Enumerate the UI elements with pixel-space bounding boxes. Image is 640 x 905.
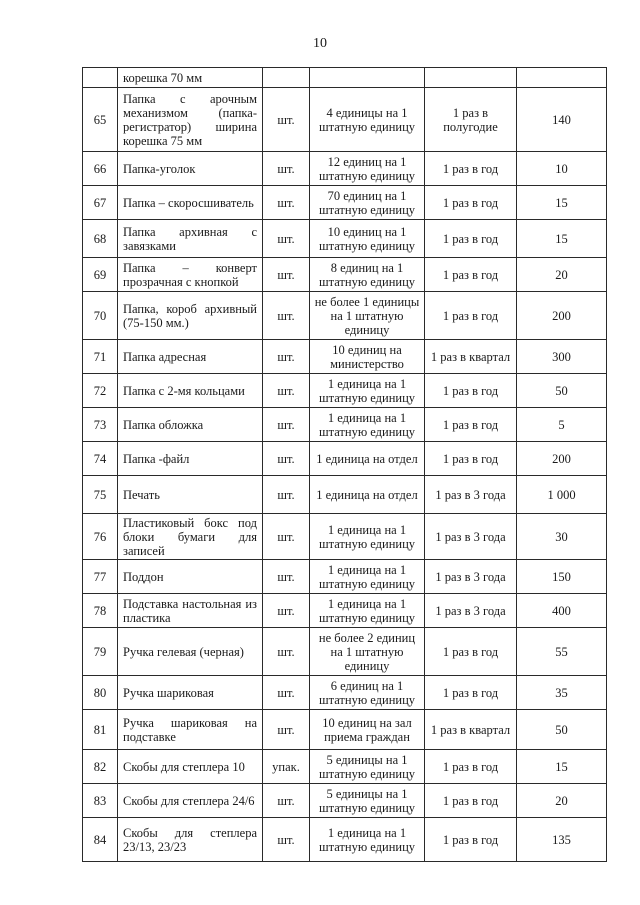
table-row <box>83 292 607 340</box>
unit-cell: шт. <box>263 88 310 152</box>
table-row <box>83 560 607 594</box>
norm-cell: 1 единица на 1 штатную единицу <box>310 594 425 628</box>
unit-cell: упак. <box>263 750 310 784</box>
item-name-cell: Скобы для степлера 23/13, 23/23 <box>118 818 263 862</box>
item-name-cell: Ручка шариковая на подставке <box>118 710 263 750</box>
row-number-cell: 72 <box>83 374 118 408</box>
frequency-cell: 1 раз в квартал <box>425 710 517 750</box>
item-name-cell: Папка-уголок <box>118 152 263 186</box>
frequency-cell: 1 раз в год <box>425 186 517 220</box>
norm-cell: 5 единицы на 1 штатную единицу <box>310 750 425 784</box>
unit-cell: шт. <box>263 292 310 340</box>
price-cell: 15 <box>517 750 607 784</box>
unit-cell: шт. <box>263 628 310 676</box>
price-cell <box>517 68 607 88</box>
frequency-cell: 1 раз в 3 года <box>425 514 517 560</box>
frequency-cell: 1 раз в квартал <box>425 340 517 374</box>
price-cell: 20 <box>517 784 607 818</box>
table-row <box>83 750 607 784</box>
table-row <box>83 152 607 186</box>
frequency-cell: 1 раз в год <box>425 784 517 818</box>
table-row <box>83 374 607 408</box>
row-number-cell: 80 <box>83 676 118 710</box>
item-name-cell: Папка обложка <box>118 408 263 442</box>
row-number-cell: 82 <box>83 750 118 784</box>
frequency-cell: 1 раз в 3 года <box>425 594 517 628</box>
item-name-cell: Ручка шариковая <box>118 676 263 710</box>
norm-cell: 10 единиц на министерство <box>310 340 425 374</box>
norm-cell: 1 единица на 1 штатную единицу <box>310 818 425 862</box>
item-name-cell: Пластиковый бокс под блоки бумаги для записей <box>118 514 263 560</box>
frequency-cell: 1 раз в год <box>425 220 517 258</box>
norm-cell <box>310 68 425 88</box>
table-body <box>83 68 607 862</box>
table-row <box>83 594 607 628</box>
unit-cell: шт. <box>263 784 310 818</box>
price-cell: 140 <box>517 88 607 152</box>
price-cell: 30 <box>517 514 607 560</box>
unit-cell: шт. <box>263 408 310 442</box>
norm-cell: 1 единица на отдел <box>310 476 425 514</box>
row-number-cell: 84 <box>83 818 118 862</box>
item-name-cell: Печать <box>118 476 263 514</box>
unit-cell: шт. <box>263 340 310 374</box>
unit-cell: шт. <box>263 676 310 710</box>
item-name-cell: Папка адресная <box>118 340 263 374</box>
price-cell: 1 000 <box>517 476 607 514</box>
frequency-cell <box>425 68 517 88</box>
table-row <box>83 88 607 152</box>
price-cell: 55 <box>517 628 607 676</box>
norm-cell: 10 единиц на 1 штатную единицу <box>310 220 425 258</box>
row-number-cell: 83 <box>83 784 118 818</box>
row-number-cell: 74 <box>83 442 118 476</box>
unit-cell: шт. <box>263 710 310 750</box>
frequency-cell: 1 раз в год <box>425 408 517 442</box>
frequency-cell: 1 раз в полугодие <box>425 88 517 152</box>
norm-cell: не более 1 единицы на 1 штатную единицу <box>310 292 425 340</box>
norm-cell: 70 единиц на 1 штатную единицу <box>310 186 425 220</box>
norm-cell: 4 единицы на 1 штатную единицу <box>310 88 425 152</box>
price-cell: 400 <box>517 594 607 628</box>
row-number-cell: 76 <box>83 514 118 560</box>
row-number-cell: 66 <box>83 152 118 186</box>
unit-cell: шт. <box>263 594 310 628</box>
table-row <box>83 784 607 818</box>
price-cell: 300 <box>517 340 607 374</box>
frequency-cell: 1 раз в год <box>425 258 517 292</box>
norm-cell: не более 2 единиц на 1 штатную единицу <box>310 628 425 676</box>
frequency-cell: 1 раз в 3 года <box>425 476 517 514</box>
frequency-cell: 1 раз в год <box>425 628 517 676</box>
unit-cell: шт. <box>263 514 310 560</box>
page-number: 10 <box>313 36 327 51</box>
row-number-cell: 77 <box>83 560 118 594</box>
unit-cell: шт. <box>263 442 310 476</box>
row-number-cell: 75 <box>83 476 118 514</box>
table-row <box>83 710 607 750</box>
item-name-cell: Папка архивная с завязками <box>118 220 263 258</box>
unit-cell: шт. <box>263 818 310 862</box>
norm-cell: 8 единиц на 1 штатную единицу <box>310 258 425 292</box>
price-cell: 50 <box>517 374 607 408</box>
price-cell: 15 <box>517 220 607 258</box>
table-row <box>83 68 607 88</box>
frequency-cell: 1 раз в год <box>425 152 517 186</box>
frequency-cell: 1 раз в год <box>425 676 517 710</box>
table-row <box>83 186 607 220</box>
item-name-cell: Папка с арочным механизмом (папка-регистратор) ширина корешка 75 мм <box>118 88 263 152</box>
item-name-cell: Поддон <box>118 560 263 594</box>
frequency-cell: 1 раз в год <box>425 442 517 476</box>
price-cell: 50 <box>517 710 607 750</box>
unit-cell: шт. <box>263 258 310 292</box>
item-name-cell: Папка с 2-мя кольцами <box>118 374 263 408</box>
table-row <box>83 340 607 374</box>
row-number-cell: 71 <box>83 340 118 374</box>
norm-cell: 1 единица на 1 штатную единицу <box>310 408 425 442</box>
price-cell: 200 <box>517 292 607 340</box>
item-name-cell: Подставка настольная из пластика <box>118 594 263 628</box>
norm-cell: 5 единицы на 1 штатную единицу <box>310 784 425 818</box>
norm-cell: 10 единиц на зал приема граждан <box>310 710 425 750</box>
norm-cell: 1 единица на 1 штатную единицу <box>310 514 425 560</box>
frequency-cell: 1 раз в год <box>425 750 517 784</box>
unit-cell: шт. <box>263 186 310 220</box>
item-name-cell: Папка, короб архивный (75-150 мм.) <box>118 292 263 340</box>
table-row <box>83 676 607 710</box>
table-row <box>83 408 607 442</box>
unit-cell <box>263 68 310 88</box>
unit-cell: шт. <box>263 560 310 594</box>
item-name-cell: Папка -файл <box>118 442 263 476</box>
price-cell: 15 <box>517 186 607 220</box>
price-cell: 20 <box>517 258 607 292</box>
frequency-cell: 1 раз в год <box>425 818 517 862</box>
item-name-cell: Ручка гелевая (черная) <box>118 628 263 676</box>
supply-norms-table <box>82 67 607 862</box>
unit-cell: шт. <box>263 476 310 514</box>
norm-cell: 6 единиц на 1 штатную единицу <box>310 676 425 710</box>
table-row <box>83 514 607 560</box>
item-name-cell: Скобы для степлера 10 <box>118 750 263 784</box>
unit-cell: шт. <box>263 220 310 258</box>
item-name-cell: Папка – скоросшиватель <box>118 186 263 220</box>
unit-cell: шт. <box>263 374 310 408</box>
price-cell: 10 <box>517 152 607 186</box>
price-cell: 200 <box>517 442 607 476</box>
norm-cell: 12 единиц на 1 штатную единицу <box>310 152 425 186</box>
table-row <box>83 818 607 862</box>
price-cell: 150 <box>517 560 607 594</box>
norm-cell: 1 единица на 1 штатную единицу <box>310 374 425 408</box>
price-cell: 35 <box>517 676 607 710</box>
row-number-cell: 67 <box>83 186 118 220</box>
price-cell: 5 <box>517 408 607 442</box>
row-number-cell: 79 <box>83 628 118 676</box>
item-name-cell: Скобы для степлера 24/6 <box>118 784 263 818</box>
row-number-cell: 68 <box>83 220 118 258</box>
table-row <box>83 442 607 476</box>
frequency-cell: 1 раз в год <box>425 292 517 340</box>
table-row <box>83 220 607 258</box>
price-cell: 135 <box>517 818 607 862</box>
row-number-cell: 78 <box>83 594 118 628</box>
item-name-cell: корешка 70 мм <box>118 68 263 88</box>
table-row <box>83 628 607 676</box>
frequency-cell: 1 раз в 3 года <box>425 560 517 594</box>
row-number-cell: 70 <box>83 292 118 340</box>
frequency-cell: 1 раз в год <box>425 374 517 408</box>
row-number-cell: 81 <box>83 710 118 750</box>
table-row <box>83 476 607 514</box>
row-number-cell: 69 <box>83 258 118 292</box>
norm-cell: 1 единица на 1 штатную единицу <box>310 560 425 594</box>
norm-cell: 1 единица на отдел <box>310 442 425 476</box>
table-row <box>83 258 607 292</box>
row-number-cell: 65 <box>83 88 118 152</box>
row-number-cell <box>83 68 118 88</box>
unit-cell: шт. <box>263 152 310 186</box>
item-name-cell: Папка – конверт прозрачная с кнопкой <box>118 258 263 292</box>
row-number-cell: 73 <box>83 408 118 442</box>
